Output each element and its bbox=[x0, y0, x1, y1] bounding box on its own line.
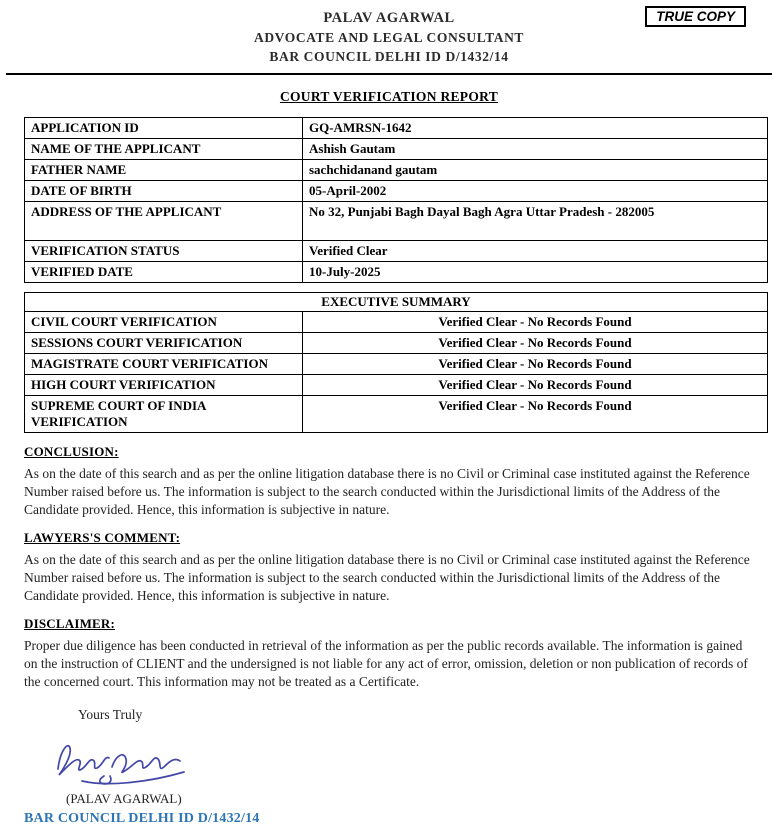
true-copy-stamp: TRUE COPY bbox=[645, 6, 746, 27]
field-label: HIGH COURT VERIFICATION bbox=[25, 375, 303, 396]
disclaimer-body: Proper due diligence has been conducted in retrieval of the information as per the public records available. The information is gained on the instruction of CLIENT and the undersigned is not liable for any act of error, omission, deletion or non publication of records of the concerned court. This information may not be treated as a Certificate. bbox=[24, 637, 748, 689]
field-value: sachchidanand gautam bbox=[303, 160, 768, 181]
footer-bar-id: BAR COUNCIL DELHI ID D/1432/14 bbox=[24, 810, 260, 826]
conclusion-section bbox=[24, 444, 754, 519]
table-row bbox=[25, 241, 768, 262]
field-label: NAME OF THE APPLICANT bbox=[25, 139, 303, 160]
field-label: APPLICATION ID bbox=[25, 118, 303, 139]
executive-summary-table bbox=[24, 292, 768, 433]
table-row bbox=[25, 118, 768, 139]
table-row bbox=[25, 396, 768, 433]
table-row bbox=[25, 202, 768, 241]
field-label: VERIFICATION STATUS bbox=[25, 241, 303, 262]
executive-summary-title: EXECUTIVE SUMMARY bbox=[25, 293, 768, 312]
field-label: SESSIONS COURT VERIFICATION bbox=[25, 333, 303, 354]
field-label: DATE OF BIRTH bbox=[25, 181, 303, 202]
signatory-name: (PALAV AGARWAL) bbox=[66, 790, 182, 806]
lawyers-comment-heading: LAWYERS'S COMMENT: bbox=[24, 529, 181, 545]
applicant-table bbox=[24, 117, 768, 283]
yours-truly: Yours Truly bbox=[78, 706, 143, 722]
header-divider bbox=[6, 73, 772, 75]
field-value: GQ-AMRSN-1642 bbox=[303, 118, 768, 139]
lawyers-comment-section bbox=[24, 530, 754, 605]
field-value: 10-July-2025 bbox=[303, 262, 768, 283]
advocate-name: PALAV AGARWAL bbox=[323, 10, 455, 26]
field-label: VERIFIED DATE bbox=[25, 262, 303, 283]
field-label: ADDRESS OF THE APPLICANT bbox=[25, 202, 303, 241]
field-label: CIVIL COURT VERIFICATION bbox=[25, 312, 303, 333]
table-row bbox=[25, 139, 768, 160]
table-row bbox=[25, 354, 768, 375]
field-value: 05-April-2002 bbox=[303, 181, 768, 202]
header-bar-id: BAR COUNCIL DELHI ID D/1432/14 bbox=[269, 49, 509, 64]
field-value: No 32, Punjabi Bagh Dayal Bagh Agra Uttar Pradesh - 282005 bbox=[303, 202, 768, 241]
report-title: COURT VERIFICATION REPORT bbox=[279, 89, 499, 104]
disclaimer-section bbox=[24, 616, 754, 691]
conclusion-heading: CONCLUSION: bbox=[24, 444, 119, 459]
field-value: Verified Clear - No Records Found bbox=[303, 333, 768, 354]
table-row bbox=[25, 333, 768, 354]
lawyers-comment-body: As on the date of this search and as per the online litigation database there is no Civil or Criminal case instituted against the Reference Number raised before us. The information is subject to the search conducted within the Jurisdictional limits of the Address of the Candidate provided. Hence, this information is subjective in nature. bbox=[24, 551, 750, 603]
field-value: Verified Clear - No Records Found bbox=[303, 396, 768, 433]
table-row bbox=[25, 262, 768, 283]
disclaimer-heading: DISCLAIMER: bbox=[24, 615, 116, 631]
table-row bbox=[25, 160, 768, 181]
field-label: MAGISTRATE COURT VERIFICATION bbox=[25, 354, 303, 375]
field-value: Verified Clear - No Records Found bbox=[303, 375, 768, 396]
table-row bbox=[25, 375, 768, 396]
field-value: Verified Clear - No Records Found bbox=[303, 354, 768, 375]
field-value: Verified Clear bbox=[303, 241, 768, 262]
signature bbox=[46, 729, 754, 791]
field-label: FATHER NAME bbox=[25, 160, 303, 181]
field-value: Verified Clear - No Records Found bbox=[303, 312, 768, 333]
table-row bbox=[25, 293, 768, 312]
advocate-title: ADVOCATE AND LEGAL CONSULTANT bbox=[253, 30, 525, 45]
table-row bbox=[25, 312, 768, 333]
table-row bbox=[25, 181, 768, 202]
field-value: Ashish Gautam bbox=[303, 139, 768, 160]
signature-ink-icon bbox=[46, 729, 196, 791]
conclusion-body: As on the date of this search and as per the online litigation database there is no Civil or Criminal case instituted against the Reference Number raised before us. The information is subject to the search conducted within the Jurisdictional limits of the Address of the Candidate provided. Hence, this information is subjective in nature. bbox=[24, 466, 750, 517]
field-label: SUPREME COURT OF INDIA VERIFICATION bbox=[25, 396, 303, 433]
